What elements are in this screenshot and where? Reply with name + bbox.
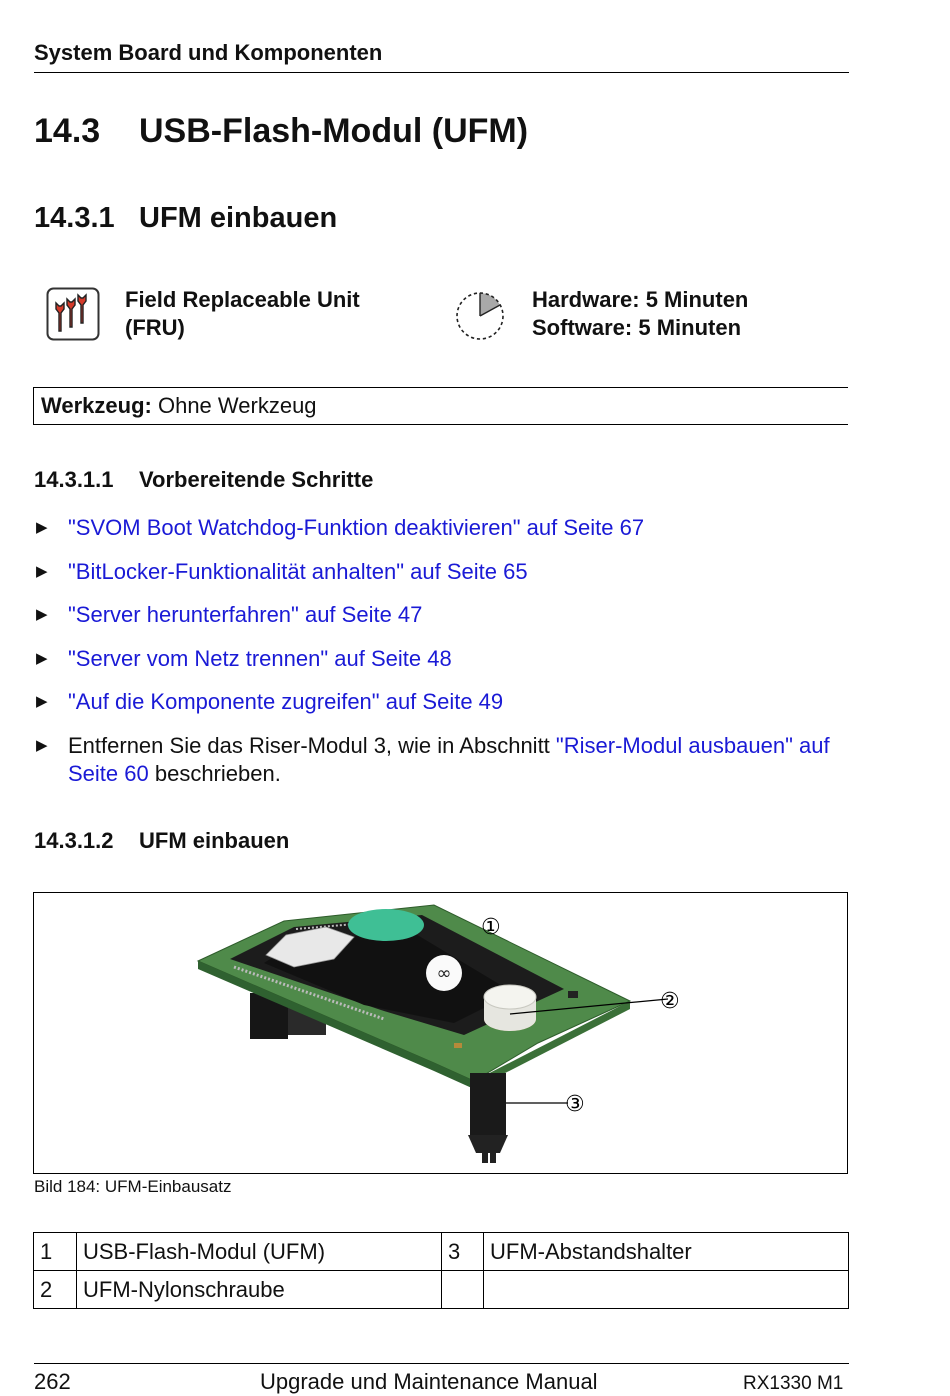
- legend-num: [442, 1271, 484, 1309]
- manual-title: Upgrade und Maintenance Manual: [260, 1369, 598, 1394]
- tools-value: Ohne Werkzeug: [157, 393, 317, 418]
- figure-caption: Bild 184: UFM-Einbausatz: [34, 1177, 232, 1196]
- list-item: [34, 732, 849, 788]
- subsection-title: UFM einbauen: [139, 202, 338, 234]
- install-heading: [34, 828, 289, 854]
- list-item: [34, 514, 849, 542]
- legend-label: UFM-Abstandshalter: [484, 1233, 849, 1271]
- time-estimate: [532, 286, 748, 342]
- section-title: USB-Flash-Modul (UFM): [139, 112, 529, 150]
- fru-wrench-icon: [46, 287, 100, 341]
- fru-line-1: Field Replaceable Unit: [125, 287, 360, 312]
- step-link[interactable]: "Riser-Modul ausbauen" auf Seite 60: [68, 732, 830, 786]
- step-link[interactable]: "Server herunterfahren" auf Seite 47: [68, 602, 423, 627]
- ufm-kit-illustration: [34, 893, 847, 1173]
- prep-number: 14.3.1.1: [34, 467, 114, 492]
- page-number: 262: [34, 1369, 71, 1394]
- tools-label: Werkzeug:: [41, 393, 152, 418]
- list-item: [34, 558, 849, 586]
- subsection-heading: [34, 202, 337, 235]
- legend-num: 3: [442, 1233, 484, 1271]
- table-row: [34, 1271, 849, 1309]
- header-rule: [34, 72, 849, 73]
- subsection-number: 14.3.1: [34, 202, 115, 234]
- prep-title: Vorbereitende Schritte: [139, 467, 374, 492]
- bullet-arrow-icon: ▶: [36, 562, 48, 580]
- running-header: System Board und Komponenten: [34, 40, 383, 65]
- step-link[interactable]: "SVOM Boot Watchdog-Funktion deaktivieren" auf Seite 67: [68, 515, 645, 540]
- legend-num: 2: [34, 1271, 77, 1309]
- callout-1: ①: [481, 915, 501, 940]
- bullet-arrow-icon: ▶: [36, 649, 48, 667]
- legend-table: [33, 1232, 849, 1309]
- fru-label: [125, 286, 360, 342]
- legend-label: [484, 1271, 849, 1309]
- list-item: [34, 601, 849, 629]
- legend-label: USB-Flash-Modul (UFM): [77, 1233, 442, 1271]
- prep-heading: [34, 467, 373, 493]
- model-name: RX1330 M1: [743, 1373, 844, 1394]
- footer-rule: [34, 1363, 849, 1364]
- step-link[interactable]: "BitLocker-Funktionalität anhalten" auf Seite 65: [68, 558, 528, 584]
- callout-3: ③: [565, 1092, 585, 1117]
- prep-steps-list: [34, 514, 849, 803]
- step-text: Entfernen Sie das Riser-Modul 3, wie in Abschnitt: [68, 732, 556, 758]
- section-number: 14.3: [34, 112, 101, 150]
- legend-num: 1: [34, 1233, 77, 1271]
- install-title: UFM einbauen: [139, 828, 290, 853]
- step-link[interactable]: "Server vom Netz trennen" auf Seite 48: [68, 645, 452, 671]
- bullet-arrow-icon: ▶: [36, 736, 48, 754]
- callout-2: ②: [660, 989, 680, 1014]
- legend-label: UFM-Nylonschraube: [77, 1271, 442, 1309]
- software-time: Software: 5 Minuten: [532, 315, 742, 340]
- list-item: [34, 645, 849, 673]
- step-text-end: beschrieben.: [148, 760, 281, 786]
- tools-line: [41, 393, 317, 419]
- section-heading: [34, 112, 528, 151]
- bullet-arrow-icon: ▶: [36, 606, 48, 623]
- step-link[interactable]: "Auf die Komponente zugreifen" auf Seite 49: [68, 689, 504, 714]
- install-number: 14.3.1.2: [34, 828, 114, 853]
- bullet-arrow-icon: ▶: [36, 519, 48, 536]
- table-row: [34, 1233, 849, 1271]
- fru-line-2: (FRU): [125, 315, 185, 340]
- bullet-arrow-icon: ▶: [36, 693, 48, 710]
- list-item: [34, 688, 849, 716]
- clock-icon: [452, 288, 508, 344]
- svg-text:∞: ∞: [436, 963, 452, 984]
- hardware-time: Hardware: 5 Minuten: [532, 287, 749, 312]
